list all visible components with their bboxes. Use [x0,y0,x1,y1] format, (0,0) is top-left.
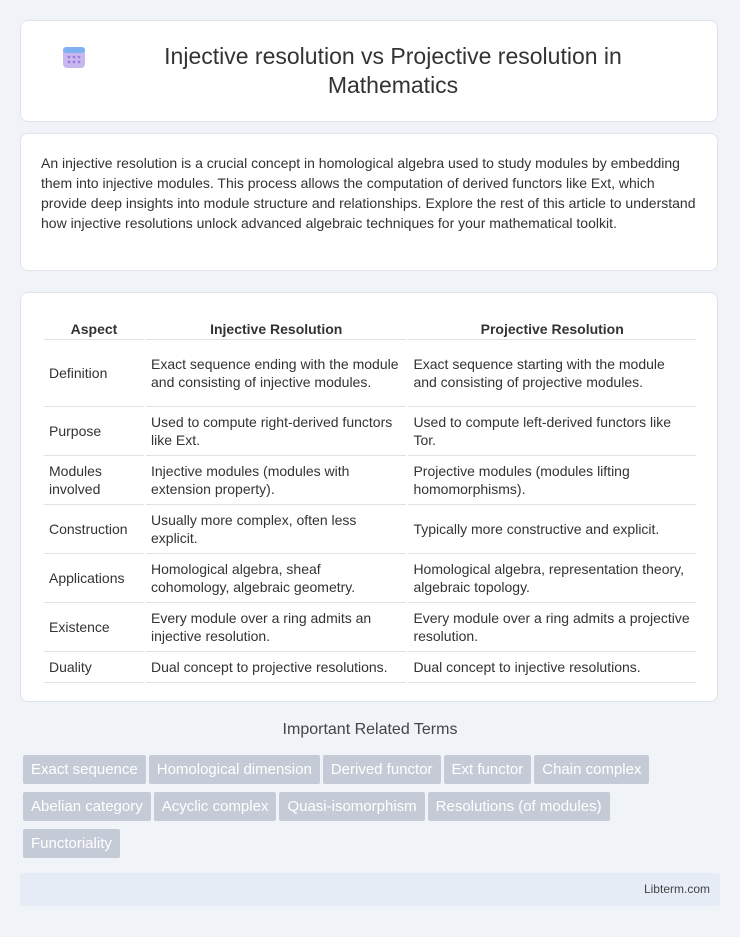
related-term-tag[interactable]: Resolutions (of modules) [428,792,610,821]
table-cell: Exact sequence ending with the module and consisting of injective modules. [146,340,406,407]
table-row [44,554,696,603]
related-term-tag[interactable]: Quasi-isomorphism [279,792,424,821]
table-row [44,456,696,505]
related-term-tag[interactable]: Abelian category [23,792,151,821]
table-cell: Exact sequence starting with the module and consisting of projective modules. [408,340,696,407]
calendar-grid-icon [61,44,87,70]
footer [20,873,720,906]
related-term-tag[interactable]: Acyclic complex [154,792,277,821]
table-cell: Homological algebra, representation theory, algebraic topology. [408,554,696,603]
table-cell: Every module over a ring admits an injective resolution. [146,603,406,652]
column-header: Aspect [44,314,144,340]
table-header-row [44,314,696,340]
column-header: Injective Resolution [146,314,406,340]
intro-text: An injective resolution is a crucial concept in homological algebra used to study modules by embedding them into injective modules. This process allows the computation of derived functors like Ext, which provide deep insights into module structure and relationships. Explore the rest of this article to understand how injective resolutions unlock advanced algebraic techniques for your mathematical toolkit. [41,155,696,231]
table-row [44,407,696,456]
related-term-tag[interactable]: Functoriality [23,829,120,858]
table-cell: Definition [44,340,144,407]
table-row [44,652,696,683]
related-term-tag[interactable]: Exact sequence [23,755,146,784]
table-cell: Homological algebra, sheaf cohomology, algebraic geometry. [146,554,406,603]
table-cell: Projective modules (modules lifting homomorphisms). [408,456,696,505]
table-cell: Purpose [44,407,144,456]
related-term-tag[interactable]: Chain complex [534,755,649,784]
table-cell: Applications [44,554,144,603]
table-cell: Dual concept to injective resolutions. [408,652,696,683]
table-cell: Usually more complex, often less explicit. [146,505,406,554]
page-title: Injective resolution vs Projective resolution in Mathematics [164,43,622,98]
table-cell: Construction [44,505,144,554]
table-cell: Used to compute right-derived functors like Ext. [146,407,406,456]
related-terms-title: Important Related Terms [282,721,458,738]
related-term-tag[interactable]: Derived functor [323,755,441,784]
table-row [44,505,696,554]
related-term-tag[interactable]: Homological dimension [149,755,320,784]
table-row [44,603,696,652]
related-terms-list [23,755,723,866]
table-cell: Typically more constructive and explicit. [408,505,696,554]
column-header: Projective Resolution [408,314,696,340]
table-cell: Injective modules (modules with extension property). [146,456,406,505]
intro-card [20,133,718,271]
table-cell: Used to compute left-derived functors like Tor. [408,407,696,456]
footer-brand-link[interactable]: Libterm.com [643,882,710,896]
table-cell: Duality [44,652,144,683]
comparison-table [42,314,698,683]
table-cell: Modules involved [44,456,144,505]
table-row [44,340,696,407]
header-card [20,20,718,122]
table-cell: Dual concept to projective resolutions. [146,652,406,683]
related-term-tag[interactable]: Ext functor [444,755,532,784]
table-cell: Existence [44,603,144,652]
table-cell: Every module over a ring admits a projective resolution. [408,603,696,652]
comparison-table-card [20,292,718,702]
